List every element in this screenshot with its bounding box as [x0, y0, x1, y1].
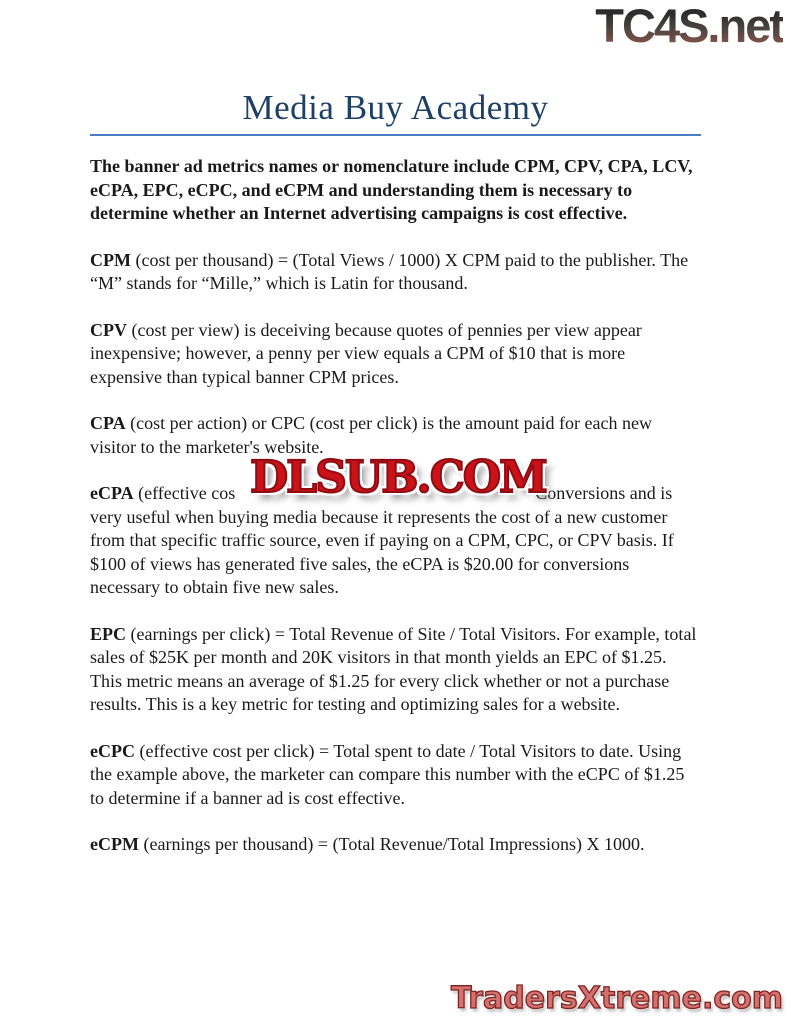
- metric-term: CPM: [90, 249, 131, 270]
- metric-term: eCPM: [90, 834, 139, 854]
- metric-term: CPV: [90, 319, 127, 340]
- metric-term: EPC: [90, 623, 126, 644]
- page-title: Media Buy Academy: [242, 88, 549, 127]
- dlsub-watermark: DLSUB.COM: [250, 452, 546, 503]
- metric-term: CPA: [90, 413, 126, 433]
- metrics-section: [0, 249, 791, 857]
- metric-paragraph: EPC (earnings per click) = Total Revenue of Site / Total Visitors. For example, total sales of $25K per month and 20K visitors in that month yields an EPC of $1.25. This metric means an average of $1.25 for every click whether or not a purchase results. This is a key metric for testing and optimizing sales for a website.: [90, 623, 697, 714]
- tc4s-logo: TC4S.net: [595, 0, 783, 52]
- metric-term: eCPA: [90, 483, 134, 503]
- tradersxtreme-logo: TradersXtreme.com: [451, 981, 783, 1016]
- metric-paragraph: CPM (cost per thousand) = (Total Views / 1000) X CPM paid to the publisher. The “M” stands for “Mille,” which is Latin for thousand.: [90, 249, 689, 293]
- metric-paragraph: eCPA (effective cos DLSUB.COM Conversions and is very useful when buying media because it represents the cost of a new customer from that specific traffic source, even if paying on a CPM, CPC, or CPV basis. If $100 of views has generated five sales, the eCPA is $20.00 for conversions necessary to obtain five new sales.: [90, 452, 674, 597]
- metric-paragraph: CPV (cost per view) is deceiving because quotes of pennies per view appear inexpensive; however, a penny per view equals a CPM of $10 that is more expensive than typical banner CPM prices.: [90, 319, 642, 387]
- metric-paragraph: eCPC (effective cost per click) = Total spent to date / Total Visitors to date. Using the example above, the marketer can compare this number with the eCPC of $1.25 to determine if a banner ad is cost effective.: [90, 740, 685, 808]
- metric-paragraph: CPA (cost per action) or CPC (cost per click) is the amount paid for each new visitor to the marketer's website.: [90, 413, 653, 457]
- metric-term: eCPC: [90, 740, 135, 761]
- title-divider: [90, 134, 701, 136]
- intro-paragraph: The banner ad metrics names or nomenclature include CPM, CPV, CPA, LCV, eCPA, EPC, eCPC, and eCPM and understanding them is necessary to determine whether an Internet advertising campaigns is cost effective.: [90, 156, 693, 223]
- metric-paragraph: eCPM (earnings per thousand) = (Total Revenue/Total Impressions) X 1000.: [90, 834, 645, 854]
